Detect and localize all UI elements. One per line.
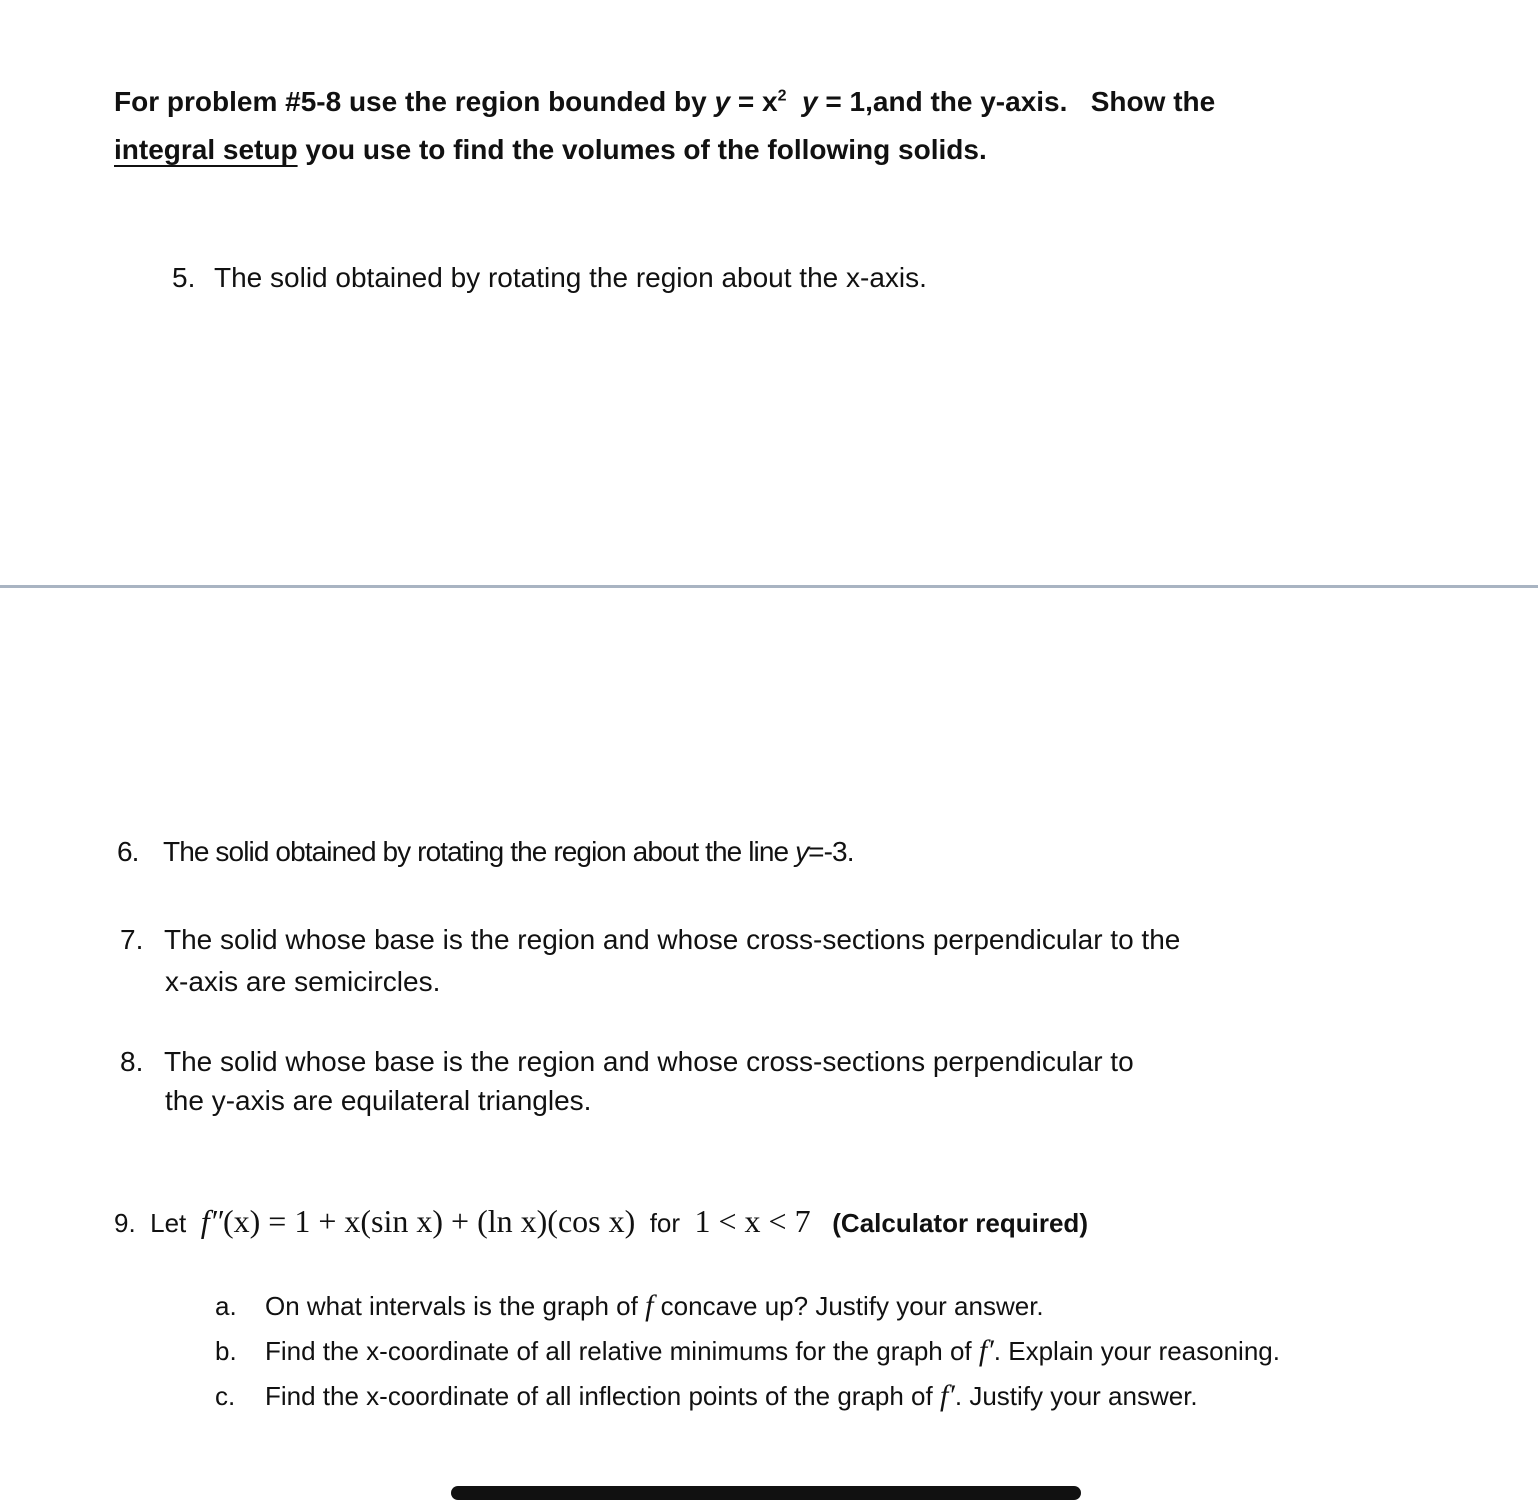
problem-number: 5. (172, 262, 196, 293)
for-label: for (649, 1208, 681, 1238)
problem-text-line1: The solid whose base is the region and whose cross-sections perpendicular to the (164, 924, 1181, 955)
problem-7 (120, 920, 1180, 960)
page-divider (0, 585, 1538, 588)
part-text-end: . Justify your answer. (954, 1381, 1198, 1411)
problem-text-end: =-3. (808, 836, 854, 867)
eq1-exponent: 2 (777, 87, 787, 105)
problem-number: 9. (114, 1208, 136, 1238)
part-text-end: concave up? Justify your answer. (653, 1291, 1044, 1321)
problem-7-line-2 (165, 962, 440, 1002)
part-text: Find the x-coordinate of all inflection points of the graph of (265, 1381, 940, 1411)
problem-9 (114, 1198, 1088, 1246)
f-double-prime-equation (201, 1203, 636, 1239)
problem-5 (172, 258, 927, 298)
eq2-var: y (802, 86, 818, 117)
intro-text: For problem #5-8 use the region bounded by (114, 86, 715, 117)
part-letter: c. (215, 1381, 236, 1411)
problem-8-line-2 (165, 1081, 591, 1121)
equation-expression: (x) = 1 + x(sin x) + (ln x)(cos x) (222, 1203, 636, 1239)
problem-9-part-b (215, 1331, 1280, 1371)
part-letter: b. (215, 1336, 237, 1366)
intro-text-b: and the y-axis. (872, 86, 1068, 117)
eq2-rhs: = 1, (817, 86, 873, 117)
intro-line-2 (114, 126, 987, 174)
problem-text: The solid obtained by rotating the region about the line (163, 836, 796, 867)
calculator-note: (Calculator required) (832, 1208, 1088, 1238)
problem-number: 8. (120, 1046, 144, 1077)
intro-text-line2: you use to find the volumes of the following solids. (297, 134, 987, 165)
part-text-end: . Explain your reasoning. (993, 1336, 1280, 1366)
home-indicator[interactable] (451, 1486, 1081, 1500)
problem-9-part-a (215, 1286, 1044, 1326)
line-var: y (795, 836, 809, 867)
function-f-prime: f′ (978, 1334, 994, 1367)
function-f-prime: f′ (939, 1379, 955, 1412)
problem-6 (117, 832, 854, 872)
problem-text-line1: The solid whose base is the region and whose cross-sections perpendicular to (164, 1046, 1134, 1077)
eq1-rhs: = x (730, 86, 778, 117)
problem-text: The solid obtained by rotating the region about the x-axis. (214, 262, 927, 293)
part-text: On what intervals is the graph of (265, 1291, 646, 1321)
problem-number: 7. (120, 924, 144, 955)
intro-line-1 (114, 78, 1215, 126)
problem-number: 6. (117, 836, 139, 867)
eq1-var: y (714, 86, 731, 117)
f-double-prime: f″ (200, 1203, 223, 1239)
problem-text-line2: the y-axis are equilateral triangles. (165, 1085, 592, 1116)
function-f: f (645, 1289, 654, 1322)
problem-9-part-c (215, 1376, 1198, 1416)
part-letter: a. (215, 1291, 237, 1321)
problem-text-line2: x-axis are semicircles. (165, 966, 441, 997)
let-label: Let (150, 1208, 187, 1238)
integral-setup-emphasis: integral setup (114, 134, 298, 165)
intro-text-c: Show the (1090, 86, 1216, 117)
part-text: Find the x-coordinate of all relative minimums for the graph of (265, 1336, 979, 1366)
problem-8 (120, 1042, 1134, 1082)
domain-inequality: 1 < x < 7 (694, 1203, 811, 1239)
